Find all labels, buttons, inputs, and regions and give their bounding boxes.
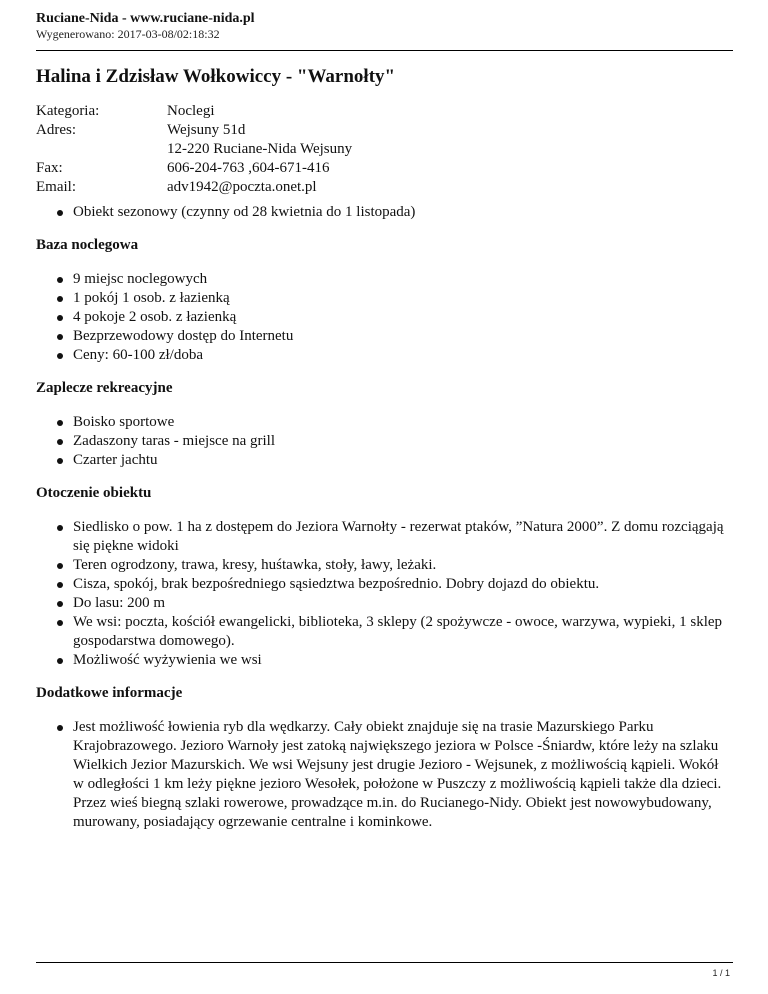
- site-title: Ruciane-Nida - www.ruciane-nida.pl: [36, 11, 255, 26]
- list-item: Siedlisko o pow. 1 ha z dostępem do Jeziora Warnołty - rezerwat ptaków, ”Natura 2000”. Z domu rozciągają się piękne widoki: [73, 518, 732, 556]
- email-value: adv1942@poczta.onet.pl: [167, 179, 317, 195]
- page-title: Halina i Zdzisław Wołkowiccy - "Warnołty": [36, 66, 396, 87]
- list-item: 4 pokoje 2 osob. z łazienką: [73, 308, 732, 327]
- accommodation-list: [36, 270, 732, 365]
- section-heading-accommodation: Baza noclegowa: [36, 237, 139, 253]
- seasonal-note: Obiekt sezonowy (czynny od 28 kwietnia do 1 listopada): [73, 203, 732, 222]
- list-item: Bezprzewodowy dostęp do Internetu: [73, 327, 732, 346]
- page-header: [36, 10, 732, 42]
- list-item: Boisko sportowe: [73, 413, 732, 432]
- list-item: 9 miejsc noclegowych: [73, 270, 732, 289]
- contact-info: [36, 102, 732, 197]
- generated-timestamp: Wygenerowano: 2017-03-08/02:18:32: [36, 27, 220, 41]
- fax-label: Fax:: [36, 160, 63, 176]
- list-item: Cisza, spokój, brak bezpośredniego sąsiedztwa bezpośrednio. Dobry dojazd do obiektu.: [73, 575, 732, 594]
- list-item: Jest możliwość łowienia ryb dla wędkarzy. Cały obiekt znajduje się na trasie Mazurskiego Parku Krajobrazowego. Jezioro Warnoły jest zatoką największego jeziora w Polsce -Śniardw, które leży na szlaku Wielkich Jezior Mazurskich. We wsi Wejsuny jest drugie Jezioro - Wejsunek, z możliwością kąpieli. Wokół w odległości 1 km leży piękne jezioro Wesołek, położone w Puszczy z możliwością kąpieli także dla dzieci. Przez wieś biegną szlaki rowerowe, prowadzące m.in. do Rucianego-Nidy. Obiekt jest nowowybudowany, murowany, posiadający ogrzewanie centralne i kominkowe.: [73, 718, 732, 832]
- recreation-list: [36, 413, 732, 470]
- category-value: Noclegi: [167, 103, 215, 119]
- list-item: 1 pokój 1 osob. z łazienką: [73, 289, 732, 308]
- address-label-spacer: [36, 140, 167, 159]
- section-heading-additional-info: Dodatkowe informacje: [36, 685, 183, 701]
- footer-divider: [36, 962, 733, 963]
- page-number: 1 / 1: [712, 968, 730, 978]
- address-line-2: 12-220 Ruciane-Nida Wejsuny: [167, 141, 353, 157]
- additional-info-list: [36, 718, 732, 832]
- list-item: Teren ogrodzony, trawa, kresy, huśtawka, stoły, ławy, leżaki.: [73, 556, 732, 575]
- section-heading-surroundings: Otoczenie obiektu: [36, 485, 152, 501]
- email-label: Email:: [36, 179, 76, 195]
- header-divider: [36, 50, 733, 51]
- list-item: Zadaszony taras - miejsce na grill: [73, 432, 732, 451]
- fax-value: 606-204-763 ,604-671-416: [167, 160, 330, 176]
- list-item: We wsi: poczta, kościół ewangelicki, biblioteka, 3 sklepy (2 spożywcze - owoce, warzywa, wypieki, 1 sklep gospodarstwa domowego).: [73, 613, 732, 651]
- list-item: Czarter jachtu: [73, 451, 732, 470]
- document-body: [36, 64, 732, 832]
- surroundings-list: [36, 518, 732, 670]
- address-line-1: Wejsuny 51d: [167, 122, 246, 138]
- address-label: Adres:: [36, 122, 76, 138]
- list-item: Do lasu: 200 m: [73, 594, 732, 613]
- section-heading-recreation: Zaplecze rekreacyjne: [36, 380, 173, 396]
- category-label: Kategoria:: [36, 103, 100, 119]
- list-item: Ceny: 60-100 zł/doba: [73, 346, 732, 365]
- list-item: Możliwość wyżywienia we wsi: [73, 651, 732, 670]
- seasonal-list: [36, 203, 732, 222]
